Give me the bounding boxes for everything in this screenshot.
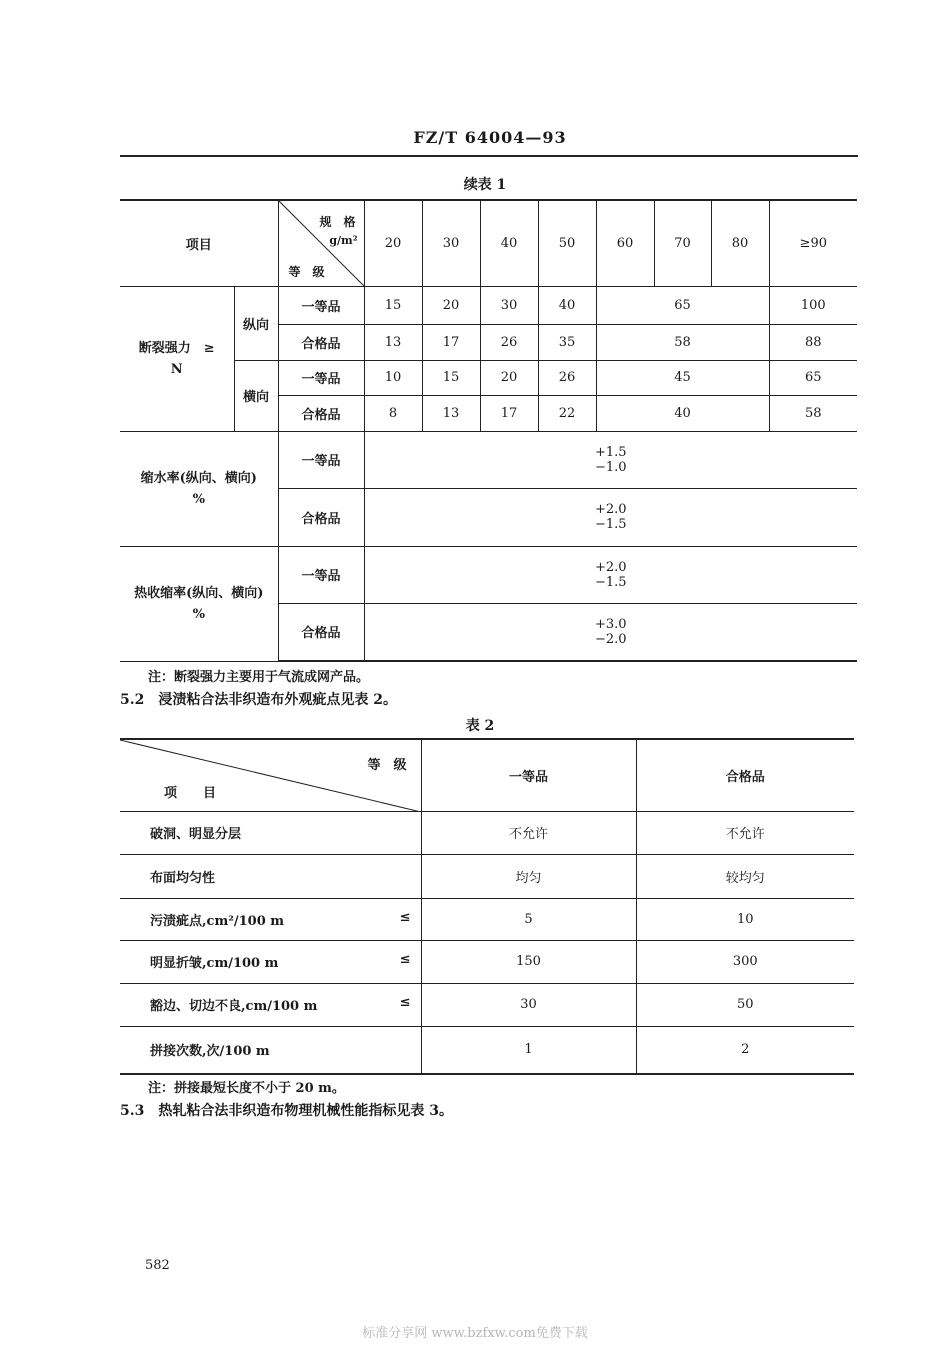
shrink-label: 缩水率(纵向、横向) % <box>120 431 278 546</box>
shrink-grade: 合格品 <box>278 488 364 546</box>
heat-shrink-label: 热收缩率(纵向、横向) % <box>120 546 278 661</box>
table2-row-item: 明显折皱,cm/100 m ≤ <box>120 940 421 983</box>
table1-col-ge90: ≥90 <box>769 200 857 286</box>
table2-row-item: 破洞、明显分层 <box>120 811 421 854</box>
table2-row-first: 150 <box>421 940 636 983</box>
break-grade: 一等品 <box>278 286 364 324</box>
table2-row-qualified: 2 <box>636 1026 854 1074</box>
heat-shrink-tolerance: +2.0 −1.5 <box>364 546 857 603</box>
break-value: 20 <box>480 360 538 395</box>
break-value: 35 <box>538 324 596 360</box>
header-rule <box>120 155 858 157</box>
table1-caption: 续表 1 <box>463 177 507 193</box>
table2-row-first: 5 <box>421 898 636 940</box>
table2-head-item: 项 目 <box>164 786 217 801</box>
break-grade: 合格品 <box>278 395 364 431</box>
table1-col-70: 70 <box>654 200 711 286</box>
break-value-60-80: 40 <box>596 395 769 431</box>
table2-row-first: 30 <box>421 983 636 1026</box>
break-value-ge90: 58 <box>769 395 857 431</box>
break-value: 40 <box>538 286 596 324</box>
table2-row-first: 不允许 <box>421 811 636 854</box>
table1-head-spec: 规 格 <box>319 215 356 229</box>
break-value-ge90: 88 <box>769 324 857 360</box>
table2-row-qualified: 不允许 <box>636 811 854 854</box>
break-value-60-80: 45 <box>596 360 769 395</box>
watermark: 标准分享网 www.bzfxw.com免费下载 <box>362 1326 588 1341</box>
table2-row-item: 拼接次数,次/100 m <box>120 1026 421 1074</box>
table1-head-unit: g/m² <box>329 234 358 247</box>
break-value: 15 <box>364 286 422 324</box>
table1-note: 注：断裂强力主要用于气流成网产品。 <box>148 670 370 685</box>
table2-row-qualified: 较均匀 <box>636 854 854 898</box>
table2-row-first: 1 <box>421 1026 636 1074</box>
break-strength-label: 断裂强力 ≥ N <box>120 286 234 431</box>
shrink-tolerance: +2.0 −1.5 <box>364 488 857 546</box>
table1-diagonal-header <box>278 200 364 286</box>
page-number: 582 <box>145 1258 170 1273</box>
table2-row-qualified: 300 <box>636 940 854 983</box>
break-value: 26 <box>538 360 596 395</box>
break-value-60-80: 58 <box>596 324 769 360</box>
table2-row-first: 均匀 <box>421 854 636 898</box>
shrink-tolerance: +1.5 −1.0 <box>364 431 857 488</box>
table2-caption: 表 2 <box>465 718 495 734</box>
table2-row-qualified: 50 <box>636 983 854 1026</box>
break-value: 20 <box>422 286 480 324</box>
table1-col-50: 50 <box>538 200 596 286</box>
table2-row-qualified: 10 <box>636 898 854 940</box>
table2-head-qualified: 合格品 <box>636 739 854 811</box>
break-longitudinal: 纵向 <box>234 286 278 360</box>
table1-col-20: 20 <box>364 200 422 286</box>
heat-shrink-tolerance: +3.0 −2.0 <box>364 603 857 661</box>
break-value: 22 <box>538 395 596 431</box>
break-value: 15 <box>422 360 480 395</box>
section-5-2: 5.2 浸渍粘合法非织造布外观疵点见表 2。 <box>120 692 397 708</box>
table2-row-item: 布面均匀性 <box>120 854 421 898</box>
break-value-ge90: 65 <box>769 360 857 395</box>
heat-shrink-grade: 合格品 <box>278 603 364 661</box>
table1-head-grade: 等 级 <box>288 265 325 279</box>
section-5-3: 5.3 热轧粘合法非织造布物理机械性能指标见表 3。 <box>120 1103 453 1119</box>
table2-diagonal-header <box>120 739 421 811</box>
table1-col-40: 40 <box>480 200 538 286</box>
table1-head-item: 项目 <box>120 200 278 286</box>
break-value: 8 <box>364 395 422 431</box>
break-value: 17 <box>422 324 480 360</box>
break-value: 10 <box>364 360 422 395</box>
shrink-grade: 一等品 <box>278 431 364 488</box>
break-value-ge90: 100 <box>769 286 857 324</box>
break-grade: 一等品 <box>278 360 364 395</box>
break-transverse: 横向 <box>234 360 278 431</box>
break-value: 13 <box>422 395 480 431</box>
break-value-60-80: 65 <box>596 286 769 324</box>
table1 <box>120 199 857 662</box>
standard-number: FZ/T 64004—93 <box>413 128 567 147</box>
diagonal-line <box>120 740 421 812</box>
break-value: 17 <box>480 395 538 431</box>
table1-col-60: 60 <box>596 200 654 286</box>
break-value: 26 <box>480 324 538 360</box>
table2-row-item: 豁边、切边不良,cm/100 m ≤ <box>120 983 421 1026</box>
break-value: 30 <box>480 286 538 324</box>
table2 <box>120 738 854 1075</box>
table2-row-item: 污渍疵点,cm²/100 m ≤ <box>120 898 421 940</box>
table1-col-80: 80 <box>711 200 769 286</box>
table2-note: 注：拼接最短长度不小于 20 m。 <box>148 1081 345 1096</box>
heat-shrink-grade: 一等品 <box>278 546 364 603</box>
table1-col-30: 30 <box>422 200 480 286</box>
table2-head-first-grade: 一等品 <box>421 739 636 811</box>
break-grade: 合格品 <box>278 324 364 360</box>
table2-head-grade: 等 级 <box>367 758 407 773</box>
break-value: 13 <box>364 324 422 360</box>
